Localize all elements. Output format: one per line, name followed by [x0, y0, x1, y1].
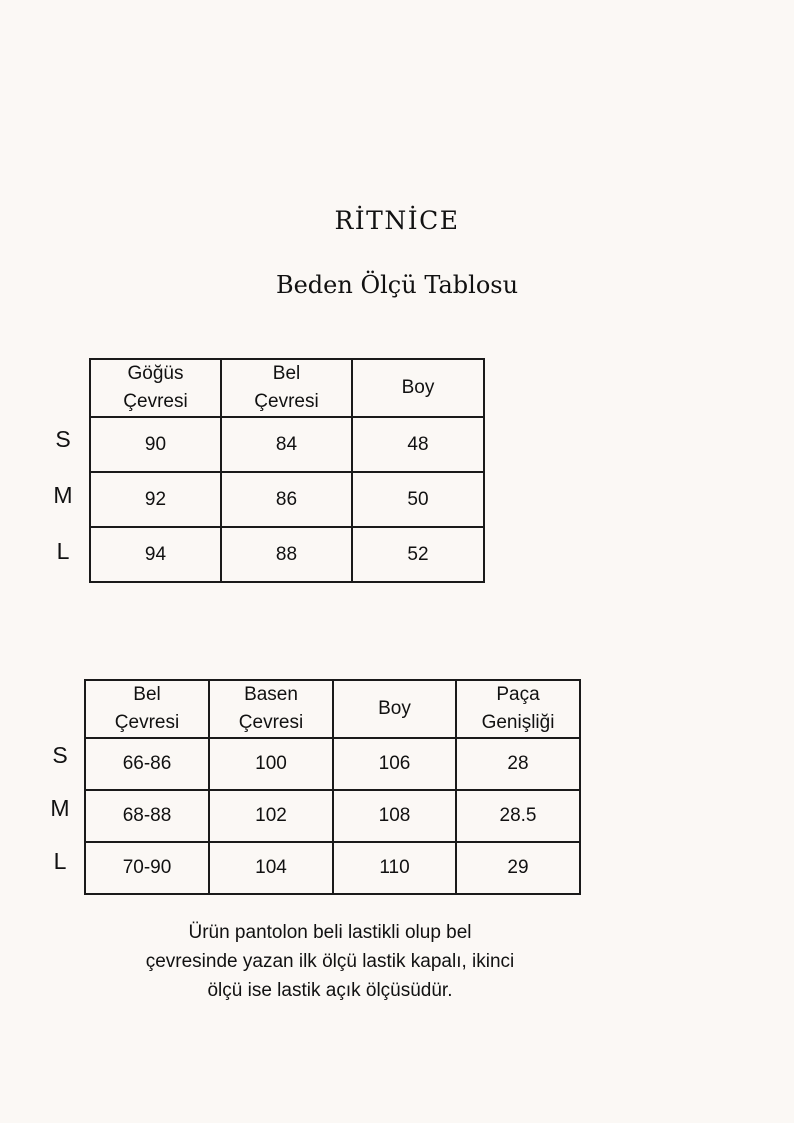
table-header-row — [90, 359, 484, 417]
size-table-top — [89, 358, 485, 583]
size-note: Ürün pantolon beli lastikli olup bel çevresinde yazan ilk ölçü lastik kapalı, ikinci ölçü ise lastik açık ölçüsüdür. — [145, 922, 515, 1001]
table-cell: 100 — [209, 738, 333, 790]
table-cell: 88 — [221, 527, 352, 582]
table-cell: 108 — [333, 790, 456, 842]
size-label: L — [53, 848, 67, 874]
table-cell: 102 — [209, 790, 333, 842]
table-cell: 29 — [456, 842, 580, 894]
table-cell: 104 — [209, 842, 333, 894]
table-cell: 86 — [221, 472, 352, 527]
table-cell: 110 — [333, 842, 456, 894]
table-cell: 94 — [90, 527, 221, 582]
table-cell: 66-86 — [85, 738, 209, 790]
table-cell: 52 — [352, 527, 484, 582]
table-cell: 28 — [456, 738, 580, 790]
size-label: S — [55, 426, 71, 452]
table-row — [90, 417, 484, 472]
table-cell: 70-90 — [85, 842, 209, 894]
table-cell: 90 — [90, 417, 221, 472]
table-row — [85, 738, 580, 790]
table-cell: 48 — [352, 417, 484, 472]
size-label: S — [52, 742, 68, 768]
header-leg-opening: Paça Genişliği — [456, 680, 580, 738]
table-cell: 106 — [333, 738, 456, 790]
table-cell: 92 — [90, 472, 221, 527]
table-cell: 50 — [352, 472, 484, 527]
table-row — [90, 527, 484, 582]
size-table-bottom — [84, 679, 581, 895]
page-title: Beden Ölçü Tablosu — [275, 271, 519, 299]
header-length: Boy — [352, 359, 484, 417]
brand-name: RİTNİCE — [334, 206, 460, 235]
size-label: M — [53, 482, 73, 508]
header-hip: Basen Çevresi — [209, 680, 333, 738]
size-label: M — [50, 795, 70, 821]
header-chest: Göğüs Çevresi — [90, 359, 221, 417]
header-length: Boy — [333, 680, 456, 738]
table-row — [85, 790, 580, 842]
header-waist: Bel Çevresi — [85, 680, 209, 738]
table-row — [90, 472, 484, 527]
table-row — [85, 842, 580, 894]
table-cell: 68-88 — [85, 790, 209, 842]
table-header-row — [85, 680, 580, 738]
size-label: L — [56, 538, 70, 564]
header-waist: Bel Çevresi — [221, 359, 352, 417]
table-cell: 28.5 — [456, 790, 580, 842]
table-cell: 84 — [221, 417, 352, 472]
